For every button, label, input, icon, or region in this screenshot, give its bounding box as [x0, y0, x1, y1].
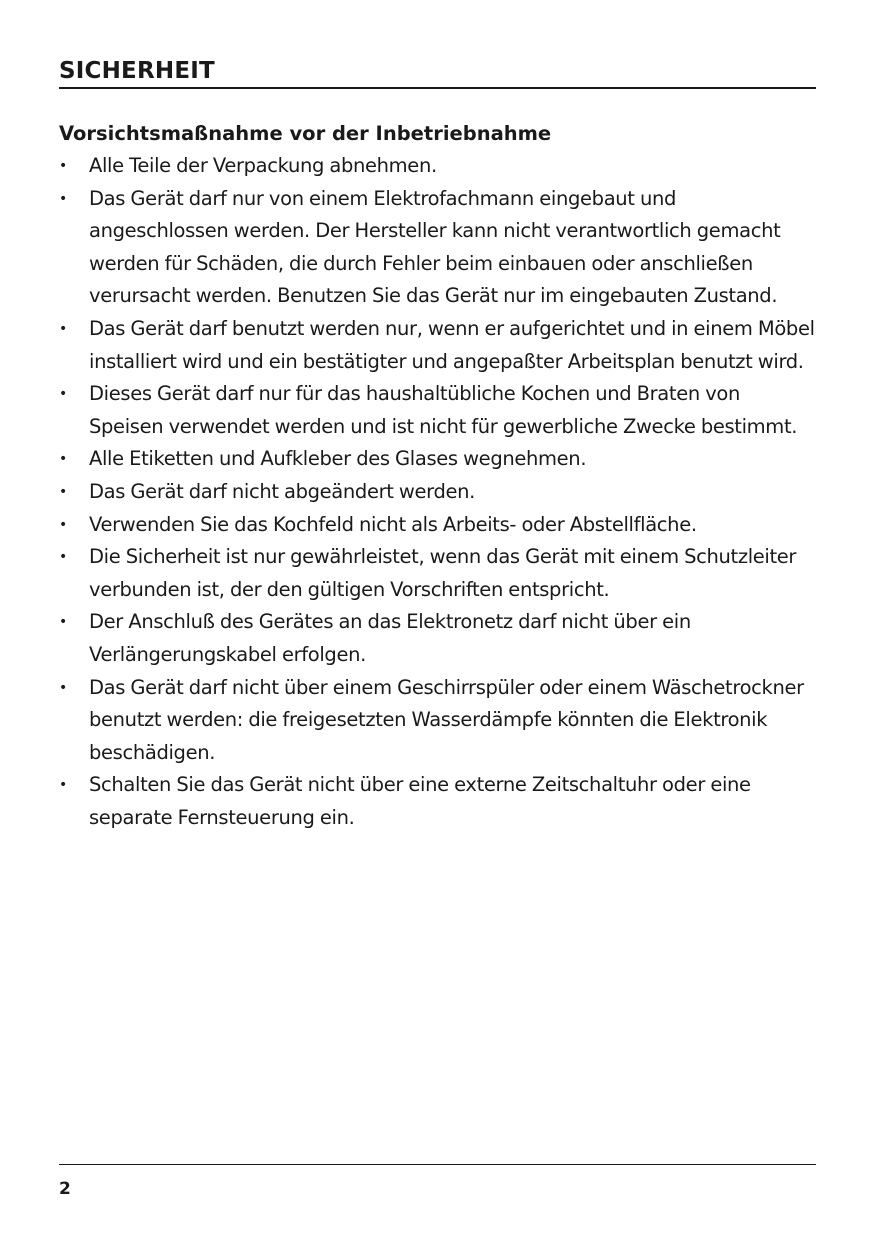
list-item-text: Das Gerät darf nicht abgeändert werden. [89, 479, 475, 503]
bullet-icon: • [59, 549, 67, 566]
list-item [59, 183, 816, 313]
list-item-text: Das Gerät darf benutzt werden nur, wenn er aufgerichtet und in einem Möbel installiert wird und ein bestätigter und angepaßter Arbeitsplan benutzt wird. [89, 316, 815, 373]
list-item [59, 769, 816, 834]
list-item [59, 672, 816, 770]
bullet-icon: • [59, 158, 67, 174]
safety-bullet-list [59, 150, 816, 834]
list-item [59, 476, 816, 509]
bullet-icon: • [59, 320, 67, 337]
bullet-icon: • [59, 451, 67, 468]
list-item-text: Der Anschluß des Gerätes an das Elektronetz darf nicht über ein Verlängerungskabel erfolgen. [89, 610, 691, 666]
list-item [59, 541, 816, 606]
list-item [59, 606, 816, 671]
list-item-text: Die Sicherheit ist nur gewährleistet, wenn das Gerät mit einem Schutzleiter verbunden ist, der den gültigen Vorschriften entspricht. [89, 545, 797, 601]
list-item-text: Alle Etiketten und Aufkleber des Glases wegnehmen. [89, 447, 587, 471]
section-title: SICHERHEIT [59, 58, 215, 84]
list-item-text: Schalten Sie das Gerät nicht über eine externe Zeitschaltuhr oder eine separate Fernsteuerung ein. [89, 773, 751, 829]
list-item-text: Das Gerät darf nicht über einem Geschirrspüler oder einem Wäschetrockner benutzt werden: die freigesetzten Wasserdämpfe könnten die Elektronik beschädigen. [89, 675, 804, 764]
page-number: 2 [59, 1179, 71, 1199]
list-item-text: Das Gerät darf nur von einem Elektrofachmann eingebaut und angeschlossen werden. Der Hersteller kann nicht verantwortlich gemacht werden für Schäden, die durch Fehler beim einbauen oder anschließen verursacht werden. Benutzen Sie das Gerät nur im eingebauten Zustand. [89, 186, 781, 308]
list-item-text: Verwenden Sie das Kochfeld nicht als Arbeits- oder Abstellfläche. [89, 512, 697, 536]
bullet-icon: • [59, 483, 67, 500]
list-item [59, 150, 816, 183]
list-item [59, 509, 816, 542]
title-divider [59, 87, 816, 89]
bullet-icon: • [59, 777, 67, 794]
bullet-icon: • [59, 679, 67, 696]
bullet-icon: • [59, 190, 67, 207]
document-page [59, 0, 816, 1240]
bullet-icon: • [59, 516, 67, 533]
subheading: Vorsichtsmaßnahme vor der Inbetriebnahme [59, 122, 552, 145]
list-item [59, 313, 816, 378]
bullet-icon: • [59, 614, 67, 631]
list-item-text: Dieses Gerät darf nur für das haushaltübliche Kochen und Braten von Speisen verwendet werden und ist nicht für gewerbliche Zwecke bestimmt. [89, 382, 798, 438]
list-item-text: Alle Teile der Verpackung abnehmen. [89, 154, 437, 177]
list-item [59, 378, 816, 443]
list-item [59, 443, 816, 476]
bullet-icon: • [59, 386, 67, 403]
footer-divider [59, 1164, 816, 1165]
